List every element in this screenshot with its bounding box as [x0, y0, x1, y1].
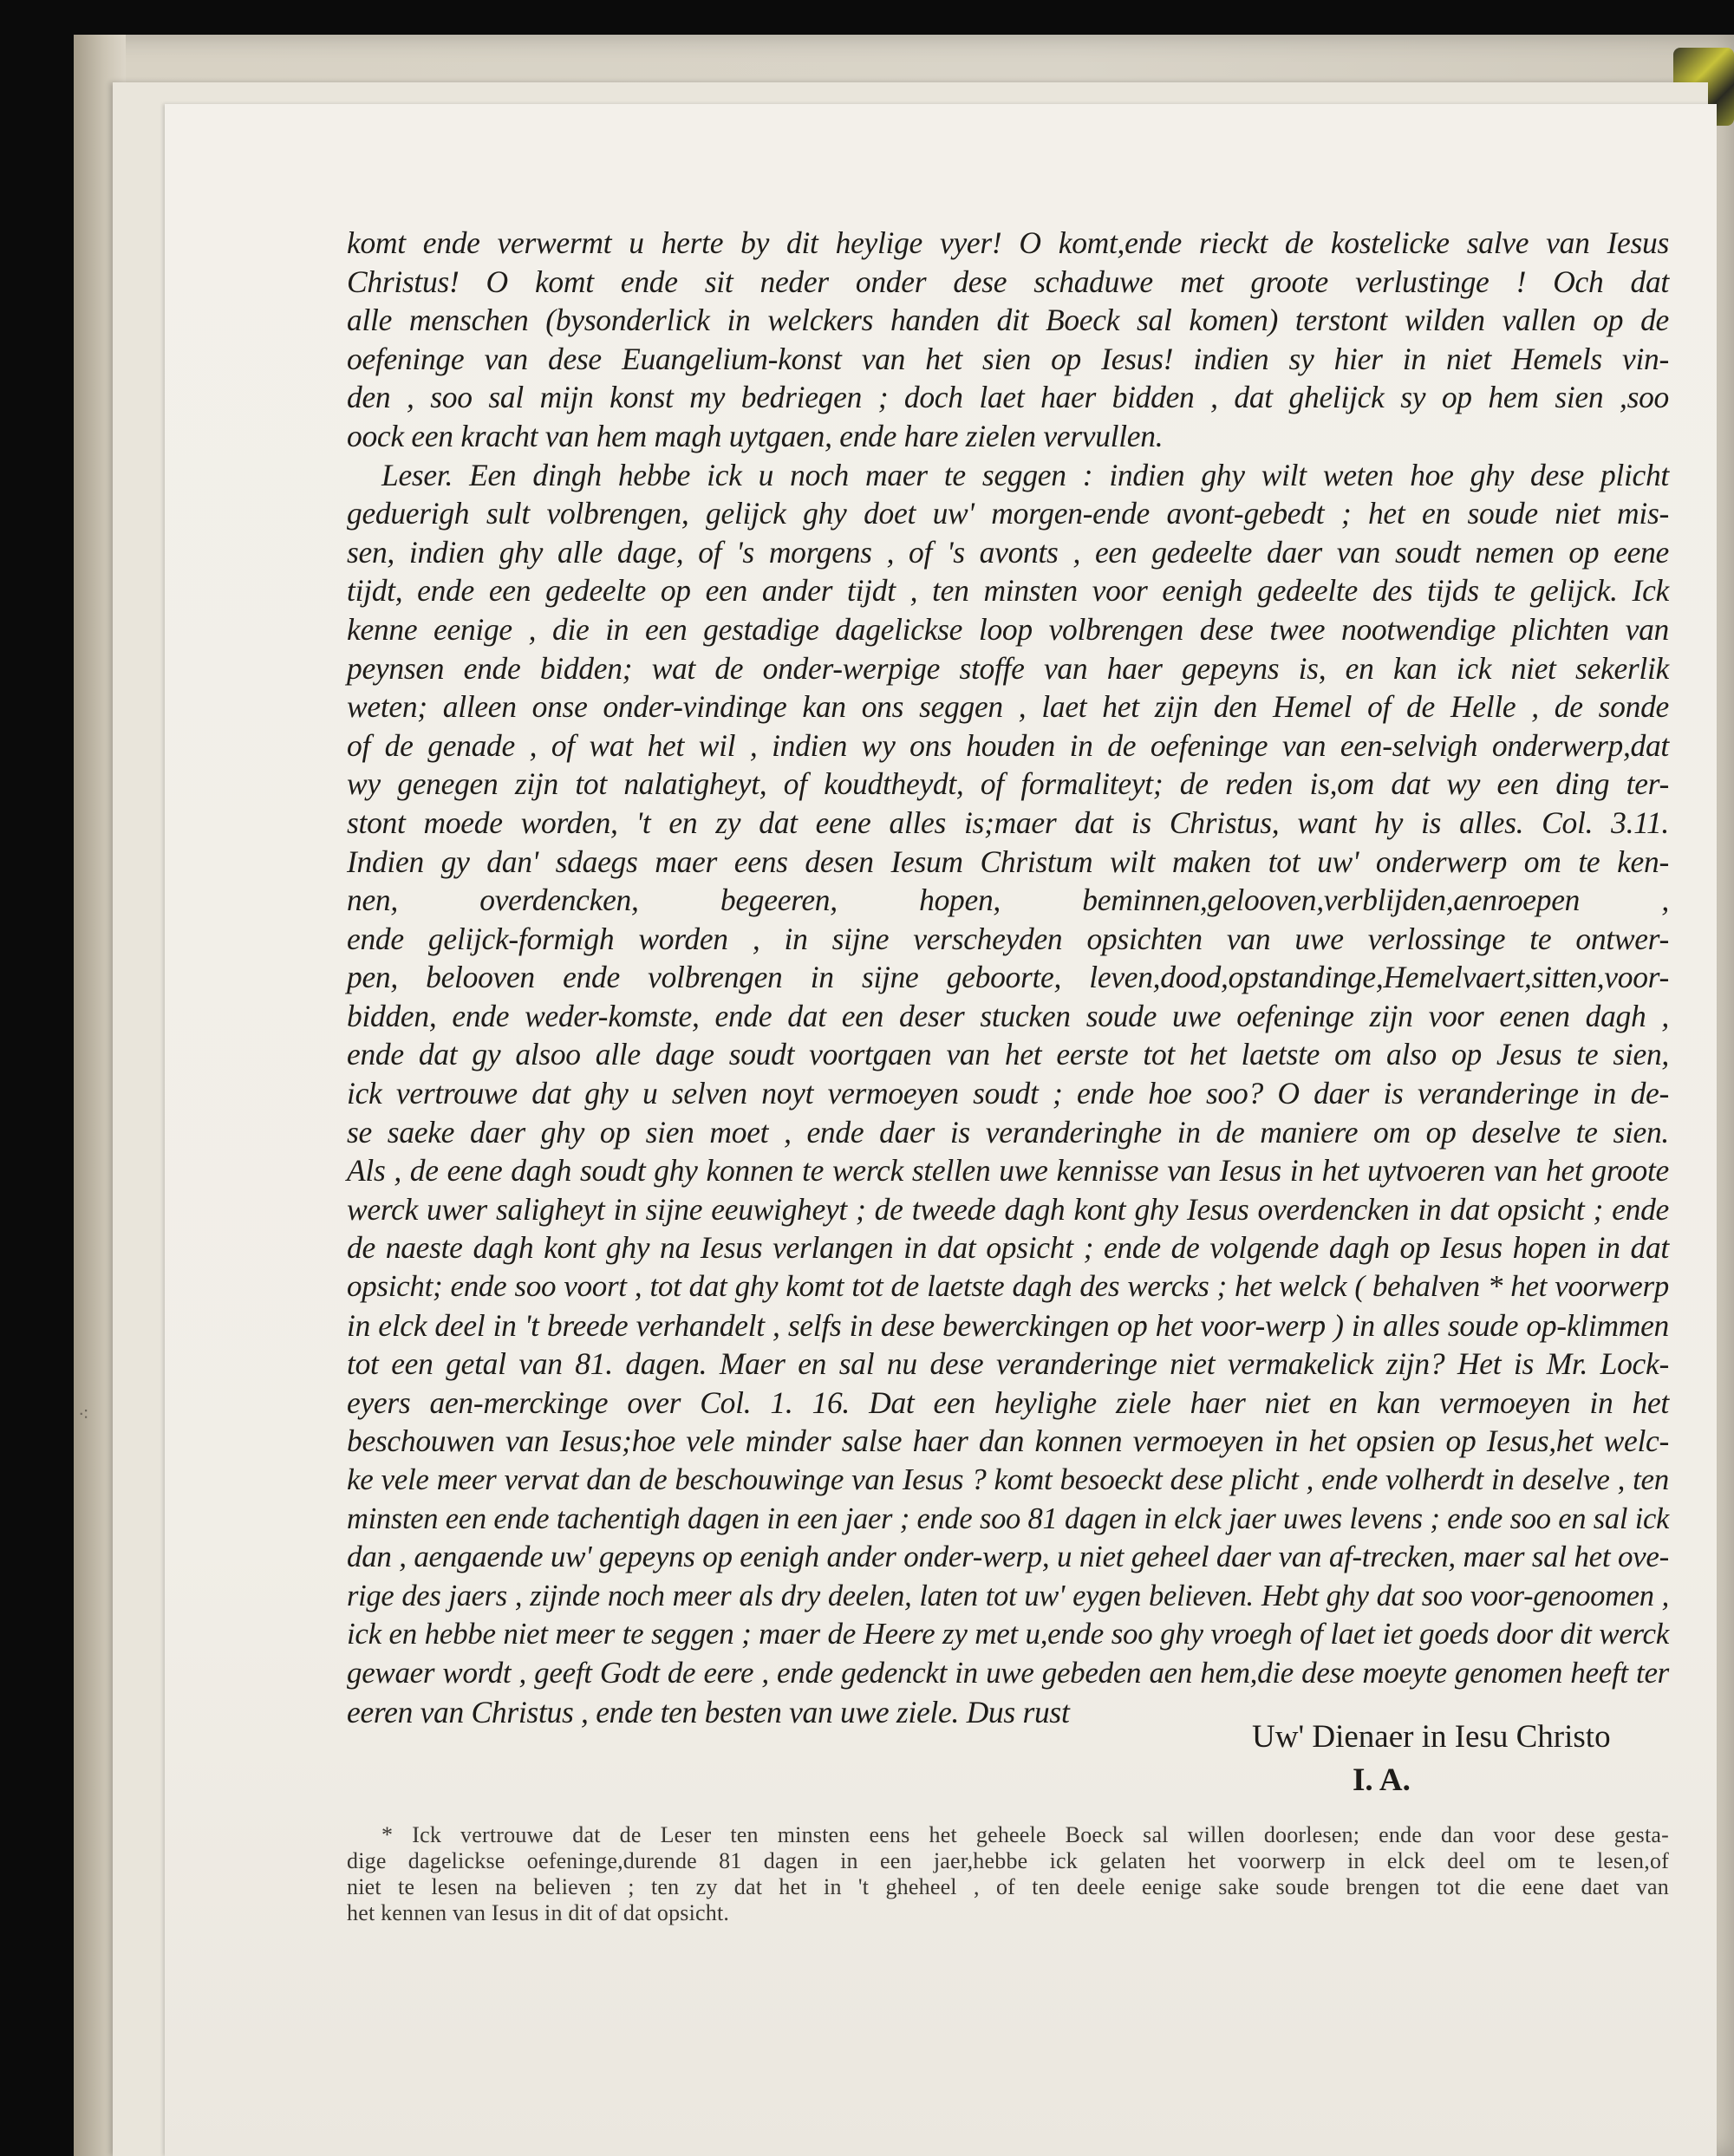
- text-line: weten; alleen onse onder-vindinge kan ons seggen , laet het zijn den Hemel of de Helle , de sonde: [347, 689, 1669, 725]
- text-line: beschouwen van Iesus;hoe vele minder salse haer dan konnen vermoeyen in het opsien op Iesus,het welc-: [347, 1423, 1669, 1459]
- text-line: oock een kracht van hem magh uytgaen, ende hare zielen vervullen.: [347, 418, 1164, 453]
- text-line: komt ende verwermt u herte by dit heylige vyer! O komt,ende rieckt de kostelicke salve van Iesus: [347, 225, 1669, 260]
- text-line: Leser. Een dingh hebbe ick u noch maer te seggen : indien ghy wilt weten hoe ghy dese plicht: [381, 457, 1669, 492]
- text-line: eyers aen-merckinge over Col. 1. 16. Dat een heylighe ziele haer niet en kan vermoeyen in het: [347, 1384, 1669, 1420]
- author-initials: I. A.: [1353, 1762, 1411, 1798]
- closing-salutation: Uw' Dienaer in Iesu Christo: [1252, 1719, 1611, 1755]
- text-line: kenne eenige , die in een gestadige dagelickse loop volbrengen dese twee nootwendige plichten van: [347, 611, 1669, 647]
- text-line: alle menschen (bysonderlick in welckers handen dit Boeck sal komen) terstont wilden vallen op de: [347, 303, 1669, 338]
- footnote-line: * Ick vertrouwe dat de Leser ten minsten eens het geheele Boeck sal willen doorlesen; ende dan voor dese gesta-: [381, 1822, 1669, 1847]
- text-line: eeren van Christus , ende ten besten van uwe ziele. Dus rust: [347, 1694, 1070, 1729]
- text-line: peynsen ende bidden; wat de onder-werpige stoffe van haer gepeyns is, en kan ick niet sekerlik: [347, 650, 1669, 686]
- footnote-line: dige dagelickse oefeninge,durende 81 dagen in een jaer,hebbe ick gelaten het voorwerp in elck deel om te lesen,of: [347, 1848, 1669, 1873]
- text-line: werck uwer saligheyt in sijne eeuwigheyt ; de tweede dagh kont ghy Iesus overdencken in dat opsicht ; ende: [347, 1191, 1669, 1227]
- text-line: geduerigh sult volbrengen, gelijck ghy doet uw' morgen-ende avont-gebedt ; het en soude niet mis-: [347, 496, 1669, 531]
- text-line: sen, indien ghy alle dage, of 's morgens , of 's avonts , een gedeelte daer van soudt nemen op eene: [347, 534, 1669, 570]
- text-line: nen, overdencken, begeeren, hopen, beminnen,gelooven,verblijden,aenroepen ,: [347, 883, 1669, 918]
- text-line: ick en hebbe niet meer te seggen ; maer de Heere zy met u,ende soo ghy vroegh of laet iet goeds door dit werck: [347, 1617, 1669, 1651]
- text-line: in elck deel in 't breede verhandelt , selfs in dese bewerckingen op het voor-werp ) in alles soude op-klimmen: [347, 1307, 1669, 1343]
- text-line: ende dat gy alsoo alle dage soudt voortgaen van het eerste tot het laetste om also op Jesus te sien,: [347, 1037, 1669, 1072]
- text-line: ke vele meer vervat dan de beschouwinge van Iesus ? komt besoeckt dese plicht , ende volherdt in deselve , ten: [347, 1462, 1669, 1496]
- margin-marks: ⁖: [78, 1404, 89, 1426]
- footnote: [347, 1822, 1669, 1926]
- footnote-line: het kennen van Iesus in dit of dat opsicht.: [347, 1900, 730, 1925]
- text-line: Als , de eene dagh soudt ghy konnen te werck stellen uwe kennisse van Iesus in het uytvoeren van het groote: [347, 1153, 1669, 1189]
- text-line: Indien gy dan' sdaegs maer eens desen Iesum Christum wilt maken tot uw' onderwerp om te ken-: [347, 844, 1669, 879]
- text-line: pen, belooven ende volbrengen in sijne geboorte, leven,dood,opstandinge,Hemelvaert,sitten,voor-: [347, 960, 1669, 995]
- text-line: ick vertrouwe dat ghy u selven noyt vermoeyen soudt ; ende hoe soo? O daer is veranderinge in de-: [347, 1076, 1669, 1111]
- text-line: bidden, ende weder-komste, ende dat een deser stucken soude uwe oefeninge zijn voor eenen dagh ,: [347, 998, 1669, 1033]
- text-line: of de genade , of wat het wil , indien wy ons houden in de oefeninge van een-selvigh onderwerp,dat: [347, 727, 1669, 763]
- text-line: de naeste dagh kont ghy na Iesus verlangen in dat opsicht ; ende de volgende dagh op Iesus hopen in dat: [347, 1230, 1669, 1266]
- text-line: gewaer wordt , geeft Godt de eere , ende gedenckt in uwe gebeden aen hem,die dese moeyte genomen heeft ter: [347, 1655, 1669, 1690]
- text-line: se saeke daer ghy op sien moet , ende daer is veranderinghe in de maniere om op deselve te sien.: [347, 1114, 1669, 1150]
- text-line: tijdt, ende een gedeelte op een ander tijdt , ten minsten voor eenigh gedeelte des tijds te gelijck. Ick: [347, 573, 1669, 609]
- text-line: rige des jaers , zijnde noch meer als dry deelen, laten tot uw' eygen believen. Hebt ghy dat soo voor-genoomen ,: [347, 1579, 1669, 1612]
- text-line: minsten een ende tachentigh dagen in een jaer ; ende soo 81 dagen in elck jaer uwes levens ; ende soo en sal ick: [347, 1501, 1669, 1535]
- text-line: stont moede worden, 't en zy dat eene alles is;maer dat is Christus, want hy is alles. Col. 3.11.: [347, 804, 1669, 840]
- text-line: dan , aengaende uw' gepeyns op eenigh ander onder-werp, u niet geheel daer van af-trecken, maer sal het ove-: [347, 1540, 1669, 1574]
- text-line: opsicht; ende soo voort , tot dat ghy komt tot de laetste dagh des wercks ; het welck ( behalven * het voorwerp: [347, 1269, 1669, 1304]
- text-line: Christus! O komt ende sit neder onder dese schaduwe met groote verlustinge ! Och dat: [347, 264, 1669, 299]
- text-line: ende gelijck-formigh worden , in sijne verscheyden opsichten van uwe verlossinge te ontwer-: [347, 921, 1669, 956]
- text-line: tot een getal van 81. dagen. Maer en sal nu dese veranderinge niet vermakelick zijn? Het is Mr. Lock-: [347, 1346, 1669, 1382]
- text-line: oefeninge van dese Euangelium-konst van het sien op Iesus! indien sy hier in niet Hemels vin-: [347, 341, 1669, 376]
- text-line: den , soo sal mijn konst my bedriegen ; doch laet haer bidden , dat ghelijck sy op hem sien ,soo: [347, 380, 1669, 415]
- body-text: [347, 224, 1669, 1731]
- text-line: wy genegen zijn tot nalatigheyt, of koudtheydt, of formaliteyt; de reden is,om dat wy een ding ter-: [347, 766, 1669, 802]
- footnote-line: niet te lesen na believen ; ten zy dat het in 't gheheel , of ten deele eenige sake soude brengen tot die eene daet van: [347, 1874, 1669, 1899]
